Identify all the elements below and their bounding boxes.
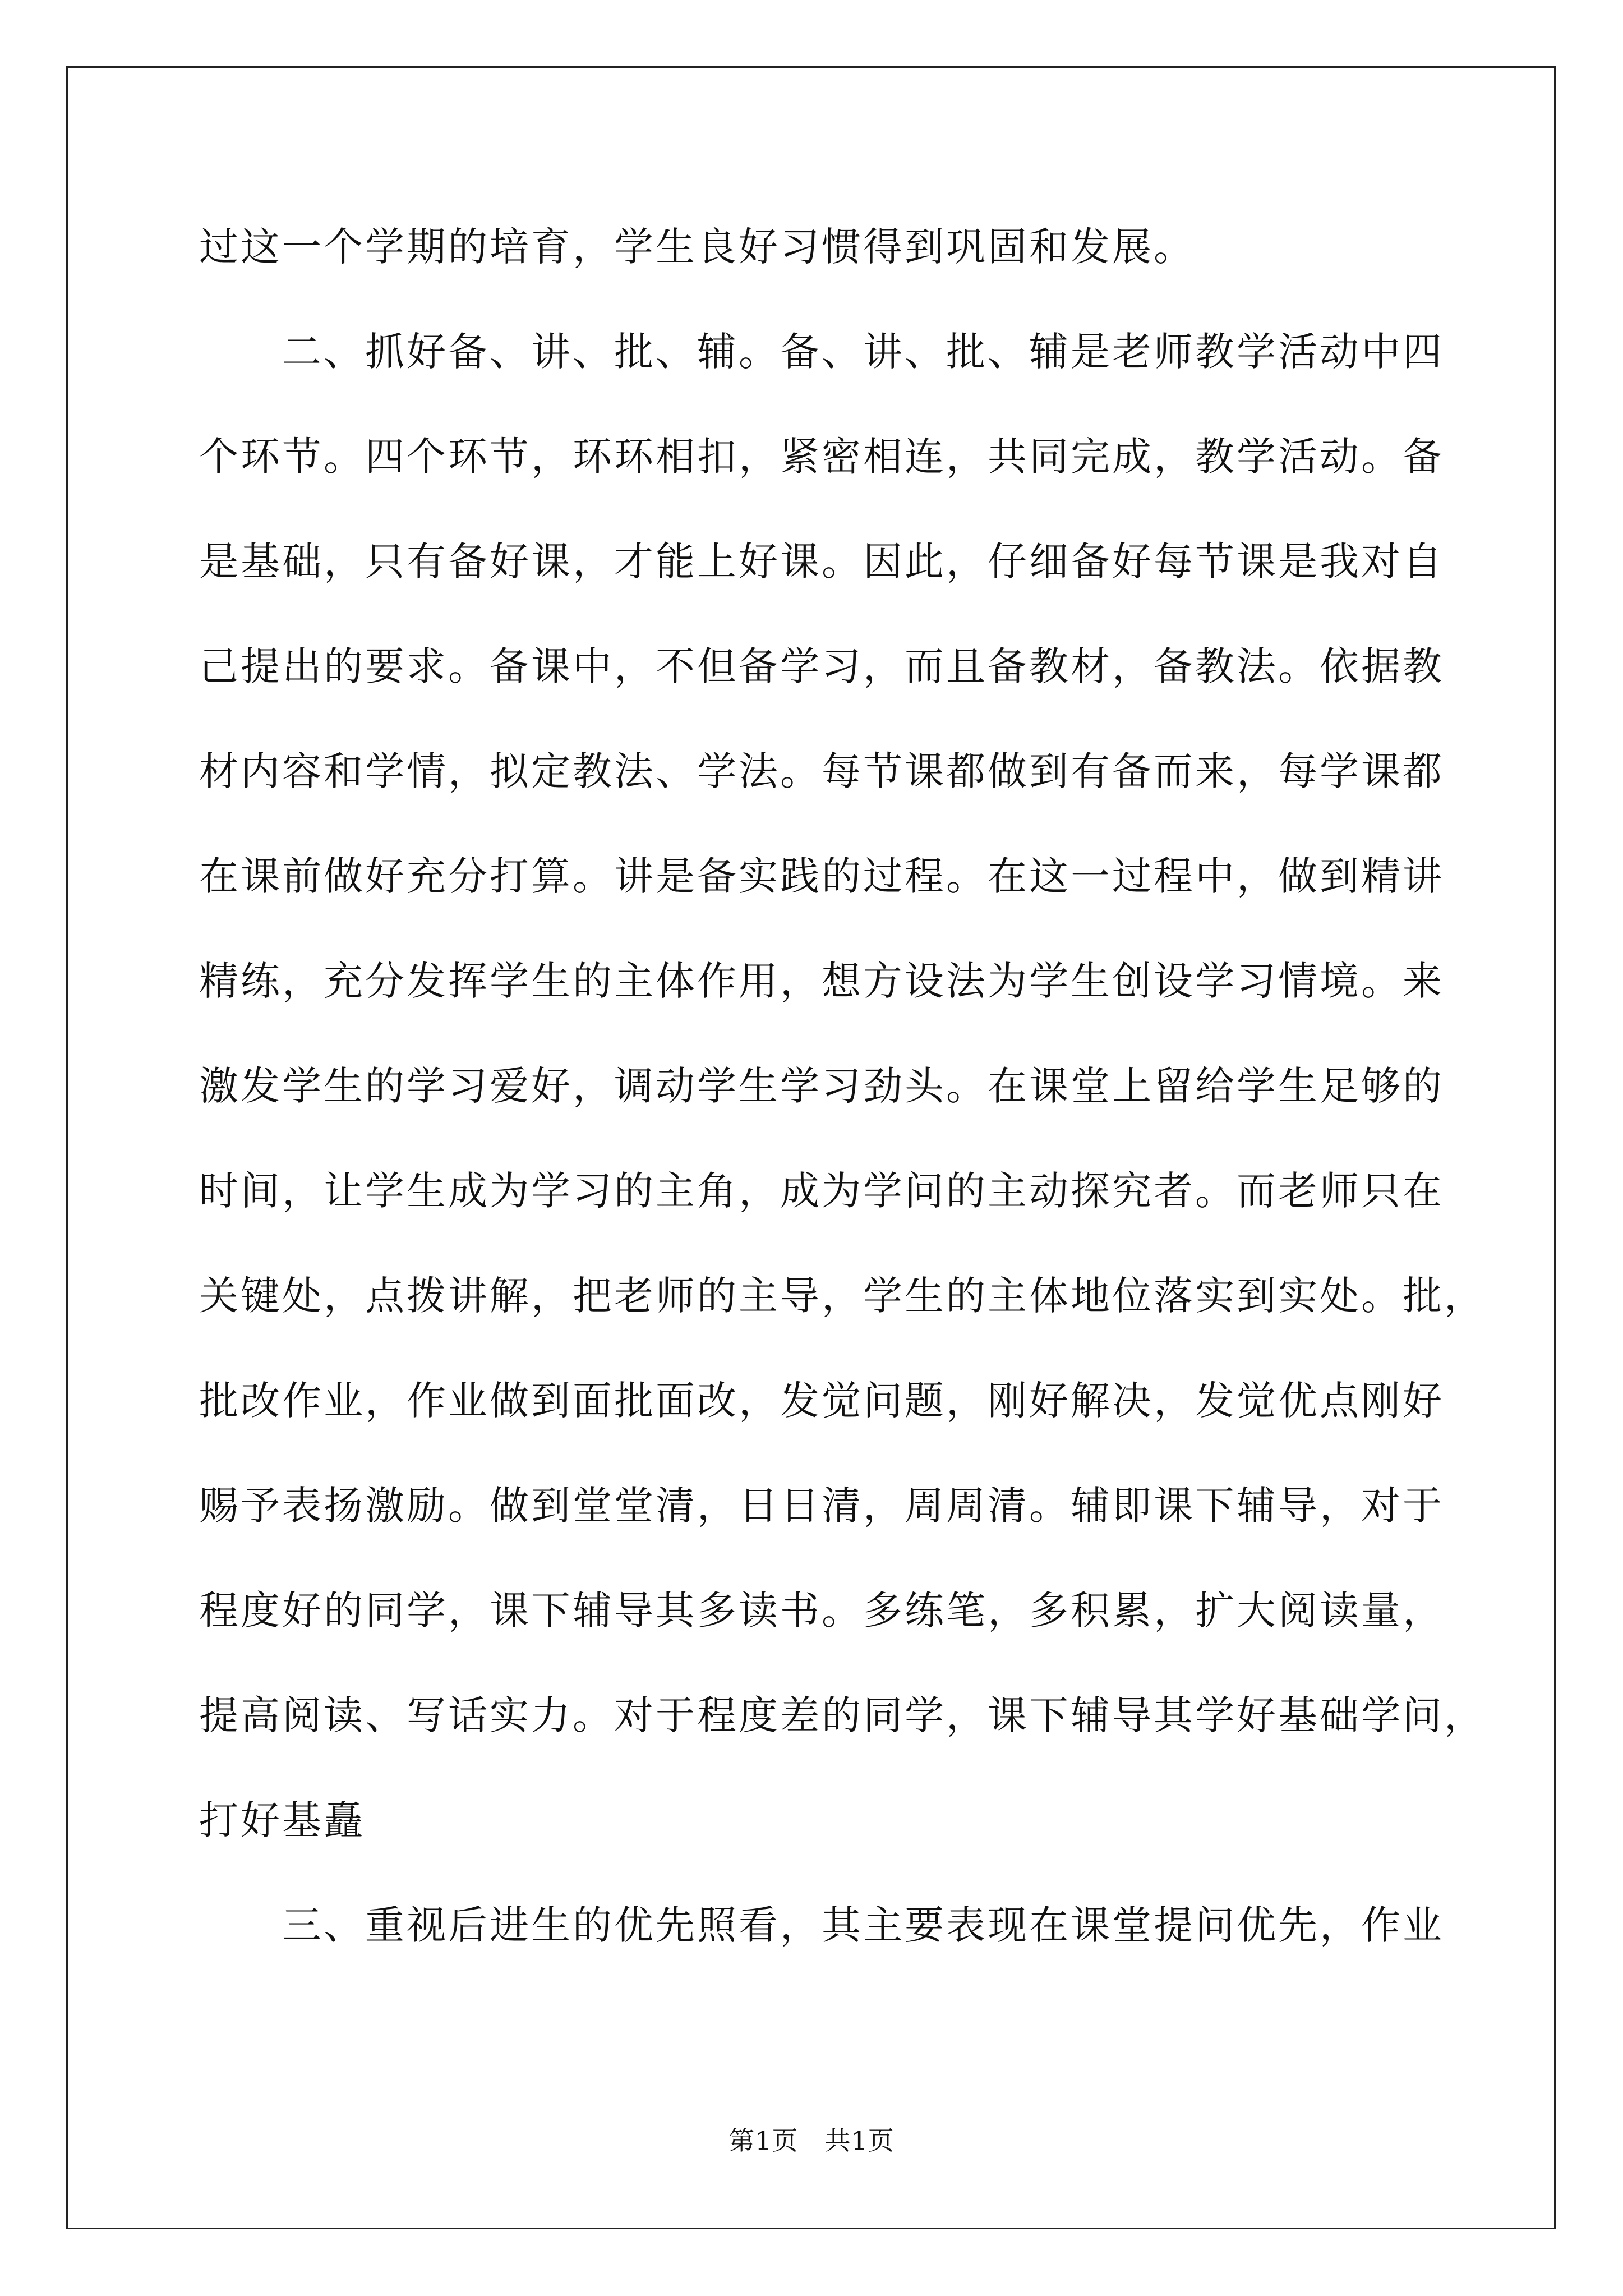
text-line-8: 精练，充分发挥学生的主体作用，想方设法为学生创设学习情境。来 <box>199 958 1444 1004</box>
text-line-3: 个环节。四个环节，环环相扣，紧密相连，共同完成，教学活动。备 <box>199 434 1444 480</box>
text-line-5: 己提出的要求。备课中，不但备学习，而且备教材，备教法。依据教 <box>199 643 1444 689</box>
text-line-17: 三、重视后进生的优先照看，其主要表现在课堂提问优先，作业 <box>282 1902 1444 1948</box>
text-line-11: 关键处，点拨讲解，把老师的主导，学生的主体地位落实到实处。批， <box>199 1273 1486 1319</box>
text-line-2: 二、抓好备、讲、批、辅。备、讲、批、辅是老师教学活动中四 <box>282 329 1444 375</box>
text-line-9: 激发学生的学习爱好，调动学生学习劲头。在课堂上留给学生足够的 <box>199 1063 1444 1109</box>
document-body <box>199 195 1486 1978</box>
text-line-16: 打好基矗 <box>199 1797 365 1843</box>
page-footer <box>0 2120 1623 2157</box>
page-total: 共1页 <box>824 2125 895 2156</box>
text-line-10: 时间，让学生成为学习的主角，成为学问的主动探究者。而老师只在 <box>199 1168 1444 1214</box>
text-line-13: 赐予表扬激励。做到堂堂清，日日清，周周清。辅即课下辅导，对于 <box>199 1483 1444 1529</box>
text-line-6: 材内容和学情，拟定教法、学法。每节课都做到有备而来，每学课都 <box>199 748 1444 794</box>
text-line-15: 提高阅读、写话实力。对于程度差的同学，课下辅导其学好基础学问， <box>199 1692 1486 1738</box>
text-line-12: 批改作业，作业做到面批面改，发觉问题，刚好解决，发觉优点刚好 <box>199 1378 1444 1424</box>
page-number: 第1页 <box>728 2125 799 2156</box>
text-line-14: 程度好的同学，课下辅导其多读书。多练笔，多积累，扩大阅读量， <box>199 1588 1444 1634</box>
text-line-7: 在课前做好充分打算。讲是备实践的过程。在这一过程中，做到精讲 <box>199 853 1444 899</box>
text-line-4: 是基础，只有备好课，才能上好课。因此，仔细备好每节课是我对自 <box>199 539 1444 585</box>
text-line-1: 过这一个学期的培育，学生良好习惯得到巩固和发展。 <box>199 224 1195 270</box>
